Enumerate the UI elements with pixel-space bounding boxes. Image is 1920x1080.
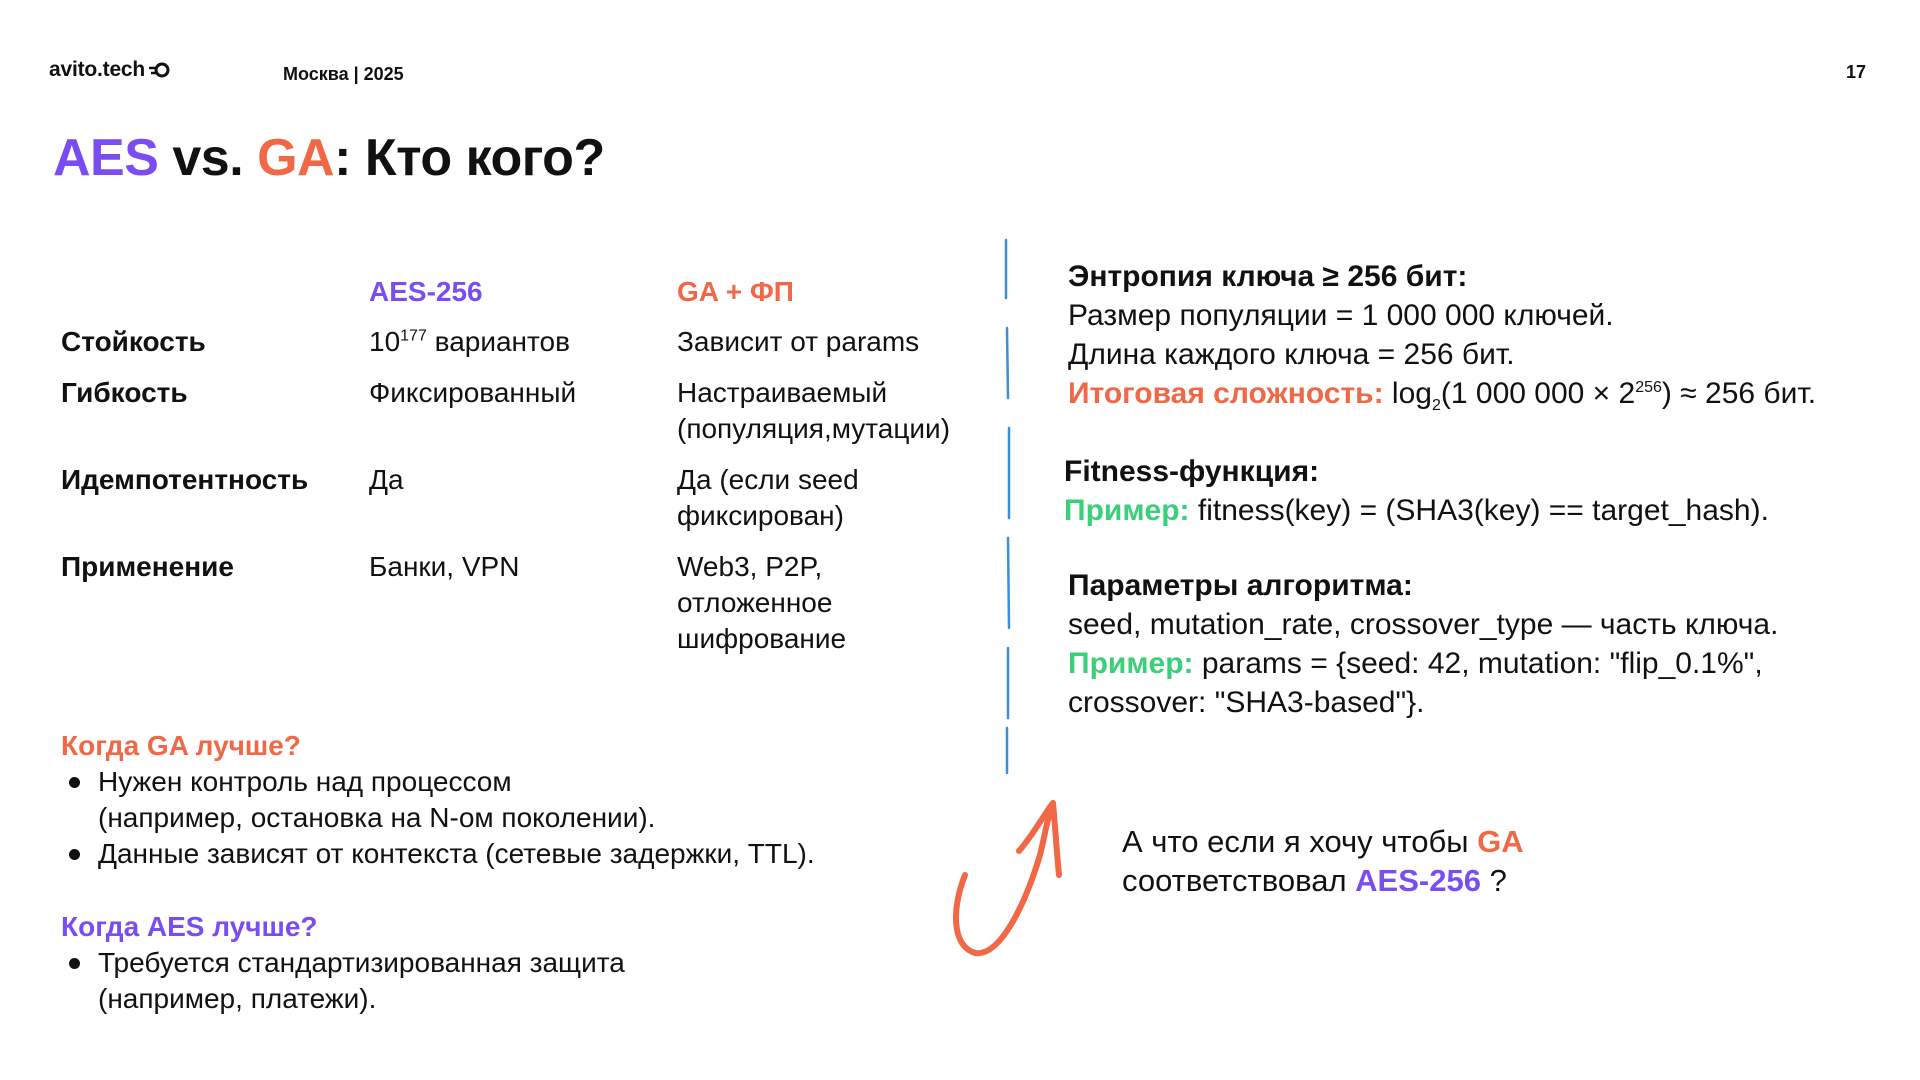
page-title	[53, 128, 605, 188]
entropy-line1: Размер популяции = 1 000 000 ключей.	[1068, 299, 1614, 332]
row-ga-value: Зависит от params	[677, 326, 920, 357]
params-example: Пример: params = {seed: 42, mutation: "flip_0.1%",	[1068, 647, 1763, 680]
row-aes-value: $10^{177}$ вариантов	[369, 326, 570, 357]
title-vs: vs.	[158, 129, 258, 187]
entropy-heading: Энтропия ключа ≥ 256 бит:	[1068, 260, 1468, 293]
avito-logo-icon	[149, 61, 171, 79]
entropy-result: Итоговая сложность: $\log_2(1$ 000 $000 \times 2^{256}) \approx 256$ бит.	[1068, 377, 1817, 414]
list-item: Требуется стандартизированная защита (например, платежи).	[61, 945, 625, 1017]
list-item: Нужен контроль над процессом (например, остановка на N-ом поколении).	[61, 764, 815, 836]
params-heading: Параметры алгоритма:	[1068, 569, 1413, 602]
row-aes-value: Да	[369, 464, 404, 495]
title-rest: : Кто кого?	[334, 129, 605, 187]
row-ga-value: Да (если seed фиксирован)	[677, 464, 859, 531]
list-item: Данные зависят от контекста (сетевые задержки, TTL).	[61, 836, 815, 872]
question-text: А что если я хочу чтобы GA соответствовал AES-256 ?	[1122, 824, 1524, 898]
col-header-aes: AES-256	[369, 276, 483, 307]
arrow-doodle-icon	[945, 795, 1065, 965]
row-ga-value: Web3, P2P, отложенное шифрование	[677, 551, 847, 654]
row-aes-value: Банки, VPN	[369, 551, 520, 582]
fitness-section	[1064, 452, 1769, 530]
row-label: Идемпотентность	[61, 464, 309, 495]
row-label: Применение	[61, 551, 234, 582]
when-ga-list	[61, 764, 815, 872]
params-line3: crossover: "SHA3-based"}.	[1068, 686, 1425, 719]
brand-logo	[49, 58, 171, 82]
when-ga-heading: Когда GA лучше?	[61, 730, 301, 761]
title-aes: AES	[53, 129, 159, 187]
col-header-ga: GA + ФП	[677, 276, 794, 307]
page-number: 17	[1845, 62, 1866, 82]
fitness-heading: Fitness-функция:	[1064, 455, 1320, 488]
params-section	[1068, 566, 1778, 722]
when-ga-section	[61, 728, 815, 872]
row-label: Стойкость	[61, 326, 206, 357]
when-aes-list	[61, 945, 625, 1017]
when-aes-section	[61, 909, 625, 1017]
row-ga-value: Настраиваемый (популяция,мутации)	[677, 377, 951, 444]
fitness-example: Пример: fitness(key) = (SHA3(key) == target_hash).	[1064, 494, 1769, 527]
brand-name: avito.tech	[49, 58, 146, 81]
when-aes-heading: Когда AES лучше?	[61, 911, 318, 942]
city-year: Москва | 2025	[283, 64, 404, 84]
entropy-section	[1068, 257, 1816, 413]
entropy-line2: Длина каждого ключа = 256 бит.	[1068, 338, 1515, 371]
title-ga: GA	[257, 129, 335, 187]
row-aes-value: Фиксированный	[369, 377, 577, 408]
row-label: Гибкость	[61, 377, 188, 408]
divider-line	[996, 238, 1016, 778]
params-line1: seed, mutation_rate, crossover_type — часть ключа.	[1068, 608, 1779, 641]
